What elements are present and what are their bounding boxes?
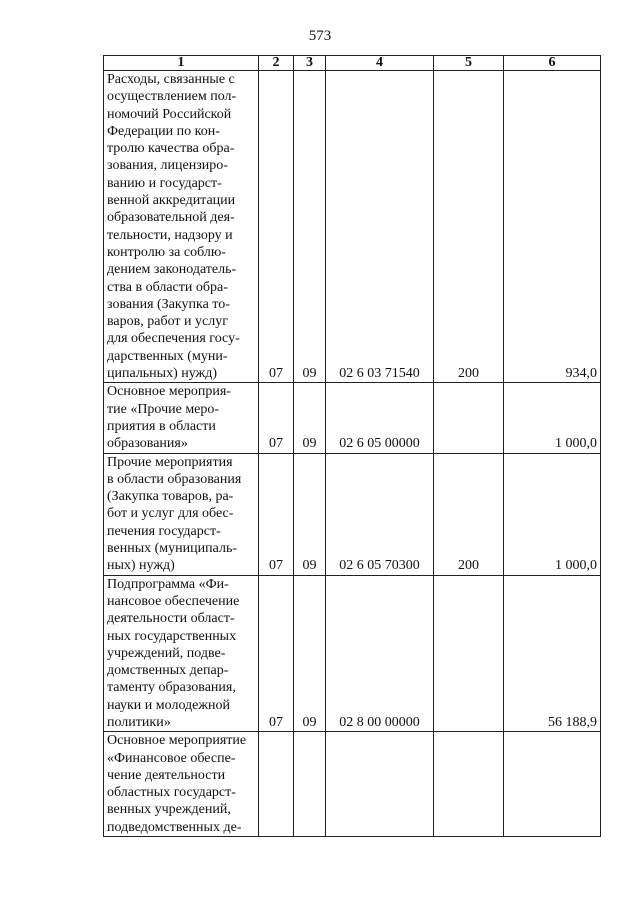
table-row [104,453,601,575]
column-header: 3 [294,56,326,71]
subsection-code: 09 [294,453,326,575]
target-article-code: 02 6 05 00000 [326,383,434,453]
item-name: Подпрограмма «Фи- нансовое обеспечение деятельности област- ных государственных учреждений, подве- домственных депар- таменту образования, науки и молодежной политики» [104,575,259,732]
subsection-code: 09 [294,575,326,732]
section-code: 07 [259,453,294,575]
section-code: 07 [259,575,294,732]
target-article-code [326,732,434,837]
section-code: 07 [259,71,294,383]
item-name: Расходы, связанные с осуществлением пол- номочий Российской Федерации по кон- тролю качества обра- зования, лицензиро- ванию и государст- венной аккредитации образовательной дея- тельности, надзору и контролю за соблю- дением законодатель- ства в области обра- зования (Закупка то- варов, работ и услуг для обеспечения госу- дарственных (муни- ципальных) нужд) [104,71,259,383]
target-article-code: 02 8 00 00000 [326,575,434,732]
section-code: 07 [259,383,294,453]
amount: 56 188,9 [504,575,601,732]
target-article-code: 02 6 05 70300 [326,453,434,575]
table-row [104,71,601,383]
amount: 1 000,0 [504,453,601,575]
subsection-code [294,732,326,837]
budget-table [103,55,601,837]
expense-type-code [434,732,504,837]
target-article-code: 02 6 03 71540 [326,71,434,383]
expense-type-code [434,383,504,453]
column-header: 6 [504,56,601,71]
column-header: 2 [259,56,294,71]
table-row [104,732,601,837]
item-name: Основное мероприя- тие «Прочие меро- приятия в области образования» [104,383,259,453]
amount: 934,0 [504,71,601,383]
expense-type-code [434,575,504,732]
subsection-code: 09 [294,71,326,383]
table-row [104,383,601,453]
column-header: 4 [326,56,434,71]
column-header: 5 [434,56,504,71]
column-header: 1 [104,56,259,71]
table-header-row [104,56,601,71]
amount: 1 000,0 [504,383,601,453]
expense-type-code: 200 [434,71,504,383]
item-name: Прочие мероприятия в области образования (Закупка товаров, ра- бот и услуг для обес- печения государст- венных (муниципаль- ных) нужд) [104,453,259,575]
expense-type-code: 200 [434,453,504,575]
section-code [259,732,294,837]
subsection-code: 09 [294,383,326,453]
page-number: 573 [308,28,332,44]
table-row [104,575,601,732]
item-name: Основное мероприятие «Финансовое обеспе- чение деятельности областных государст- венных учреждений, подведомственных де- [104,732,259,837]
amount [504,732,601,837]
